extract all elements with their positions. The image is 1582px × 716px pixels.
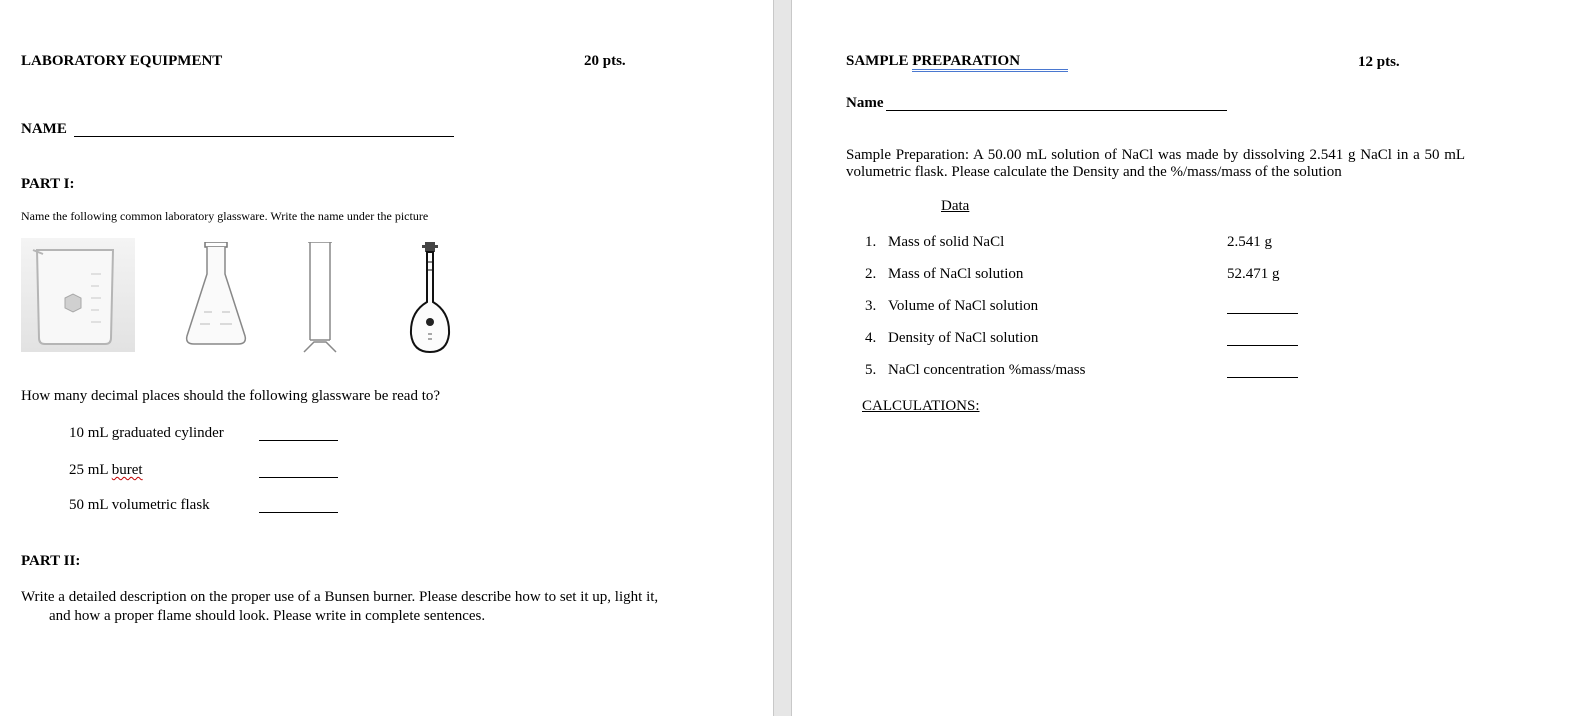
intro-line2: volumetric flask. Please calculate the Density and the %/mass/mass of the solution [846,164,1342,180]
cylinder-answer-blank[interactable] [259,440,338,441]
graduated-cylinder-icon [300,242,340,357]
data-row-label: Mass of solid NaCl [888,234,1005,250]
data-row-value: 52.471 g [1227,266,1280,282]
concentration-answer-blank[interactable] [1227,377,1298,378]
buret-answer-blank[interactable] [259,477,338,478]
data-heading: Data [941,198,970,214]
part1-instruction: Name the following common laboratory glassware. Write the name under the picture [21,209,429,223]
beaker-image [21,238,135,352]
name-blank-line[interactable] [886,110,1227,111]
data-row-label: Volume of NaCl solution [888,298,1039,314]
part1-heading: PART I: [21,176,75,192]
data-row-num: 4. [865,330,877,346]
title-word-sample: SAMPLE [846,53,913,69]
buret-word: buret [111,462,143,478]
erlenmeyer-flask-image [182,242,250,357]
page-title: LABORATORY EQUIPMENT [21,53,223,69]
worksheet-page-left [0,0,773,716]
part2-instruction-line2: and how a proper flame should look. Please write in complete sentences. [49,608,486,624]
buret-prefix: 25 mL [69,462,112,478]
page-title [846,53,1068,70]
calculations-heading: CALCULATIONS: [862,398,980,414]
page-gutter [773,0,792,716]
volumetric-flask-item-label: 50 mL volumetric flask [69,497,210,513]
volume-answer-blank[interactable] [1227,313,1298,314]
flask-answer-blank[interactable] [259,512,338,513]
volumetric-flask-icon [408,242,452,357]
erlenmeyer-flask-icon [182,242,250,357]
worksheet-page-right [792,0,1582,716]
data-row-value: 2.541 g [1227,234,1272,250]
name-label: Name [846,95,884,111]
points-label: 12 pts. [1358,54,1400,70]
data-row-num: 2. [865,266,877,282]
name-blank-line[interactable] [74,136,454,137]
graduated-cylinder-image [300,242,340,357]
intro-line1: Sample Preparation: A 50.00 mL solution of NaCl was made by dissolving 2.541 g NaCl in a 50 mL [846,147,1466,163]
title-word-preparation: PREPARATION [912,53,1068,72]
data-row-num: 1. [865,234,877,250]
data-row-label: Density of NaCl solution [888,330,1039,346]
part2-heading: PART II: [21,553,81,569]
part2-instruction-line1: Write a detailed description on the proper use of a Bunsen burner. Please describe how to set it up, light it, [21,589,659,605]
volumetric-flask-image [408,242,452,357]
data-row-label: NaCl concentration %mass/mass [888,362,1086,378]
decimal-places-question: How many decimal places should the following glassware be read to? [21,388,441,404]
density-answer-blank[interactable] [1227,345,1298,346]
cylinder-item-label: 10 mL graduated cylinder [69,425,224,441]
data-row-label: Mass of NaCl solution [888,266,1024,282]
data-row-num: 5. [865,362,877,378]
buret-item-label [69,462,143,479]
points-label: 20 pts. [584,53,626,69]
name-label: NAME [21,121,67,137]
data-row-num: 3. [865,298,877,314]
beaker-icon [21,238,135,352]
